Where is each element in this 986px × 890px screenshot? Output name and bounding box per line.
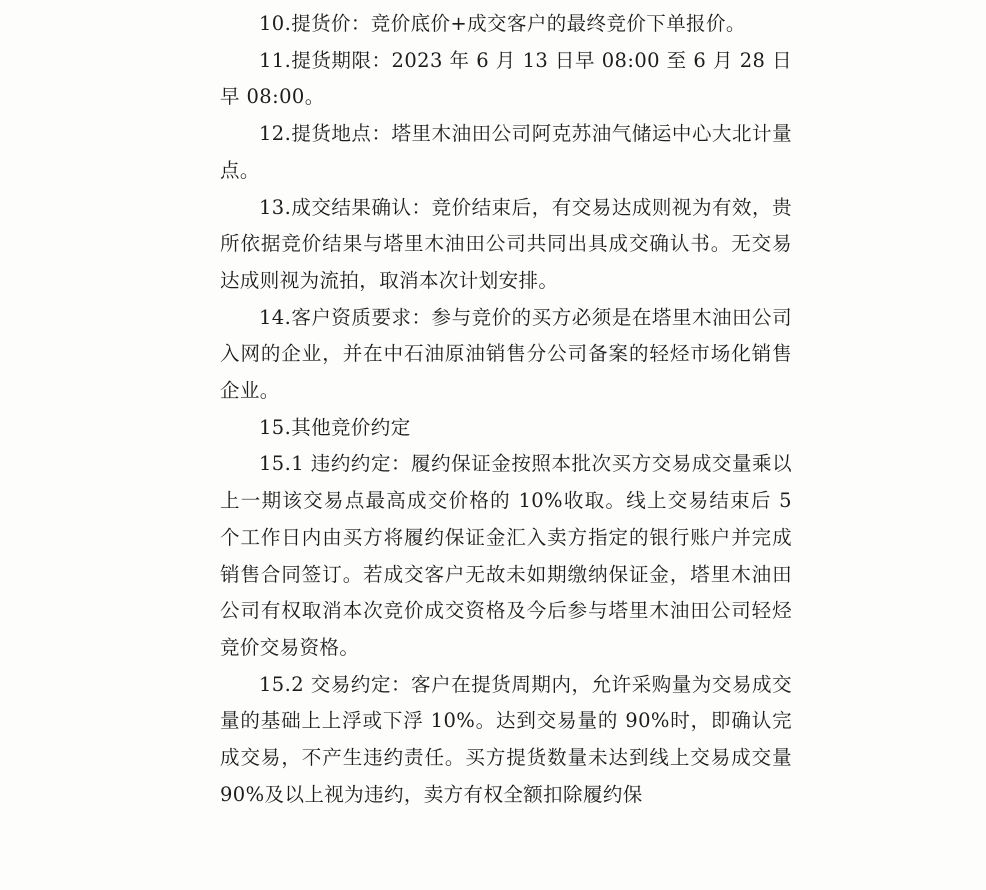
paragraph-item-14-customer-qualification: 14.客户资质要求：参与竞价的买方必须是在塔里木油田公司入网的企业，并在中石油原油销售分公司备案的轻烃市场化销售企业。 [220,305,792,403]
paragraph-item-15-2-trade-terms: 15.2 交易约定：客户在提货周期内，允许采购量为交易成交量的基础上上浮或下浮 10%。达到交易量的 90%时，即确认完成交易，不产生违约责任。买方提货数量未达到线上交易成交量 90%及以上视为违约，卖方有权全额扣除履约保 [220,672,792,806]
paragraph-item-11-pickup-period: 11.提货期限：2023 年 6 月 13 日早 08:00 至 6 月 28 日早 08:00。 [220,48,792,109]
paragraph-item-13-result-confirmation: 13.成交结果确认：竞价结束后，有交易达成则视为有效，贵所依据竞价结果与塔里木油田公司共同出具成交确认书。无交易达成则视为流拍，取消本次计划安排。 [220,195,792,292]
paragraph-item-15-1-breach-terms: 15.1 违约约定：履约保证金按照本批次买方交易成交量乘以上一期该交易点最高成交价格的 10%收取。线上交易结束后 5 个工作日内由买方将履约保证金汇入卖方指定的银行账户并完成销售合同签订。若成交客户无故未如期缴纳保证金，塔里木油田公司有权取消本次竞价成交资格及今后参与塔里木油田公司轻烃竞价交易资格。 [220,452,792,659]
paragraph-item-10-pickup-price: 10.提货价：竞价底价+成交客户的最终竞价下单报价。 [259,12,746,35]
paragraph-item-12-pickup-location: 12.提货地点：塔里木油田公司阿克苏油气储运中心大北计量点。 [220,122,792,182]
paragraph-item-15-other-terms: 15.其他竞价约定 [259,415,411,439]
document-body [220,6,792,813]
